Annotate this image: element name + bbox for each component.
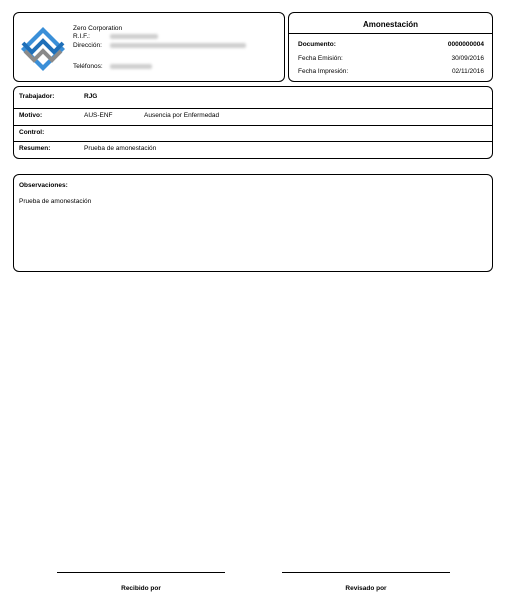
rif-label: R.I.F.: xyxy=(73,33,90,40)
emision-value: 30/09/2016 xyxy=(451,55,484,62)
company-header-box xyxy=(13,12,285,82)
emision-label: Fecha Emisión: xyxy=(298,55,343,62)
trabajador-label: Trabajador: xyxy=(19,93,55,100)
recibido-signature-line xyxy=(57,572,225,573)
phones-redacted xyxy=(110,64,152,69)
motivo-code: AUS-ENF xyxy=(84,112,113,119)
documento-label: Documento: xyxy=(298,41,336,48)
document-title: Amonestación xyxy=(362,20,419,29)
observaciones-box xyxy=(13,174,493,272)
resumen-label: Resumen: xyxy=(19,145,51,152)
row-control xyxy=(14,125,492,142)
phones-label: Teléfonos: xyxy=(73,63,103,70)
resumen-value: Prueba de amonestación xyxy=(84,145,157,152)
row-trabajador xyxy=(14,87,492,109)
address-label: Dirección: xyxy=(73,42,102,49)
trabajador-value: RJG xyxy=(84,93,98,100)
revisado-label: Revisado por xyxy=(345,585,387,592)
company-name: Zero Corporation xyxy=(73,25,123,32)
impresion-label: Fecha Impresión: xyxy=(298,68,349,75)
control-label: Control: xyxy=(19,129,45,136)
observaciones-label: Observaciones: xyxy=(19,182,68,189)
recibido-label: Recibido por xyxy=(121,585,161,592)
document-info-box xyxy=(288,12,493,82)
company-logo xyxy=(21,27,65,71)
details-box xyxy=(13,86,493,159)
title-divider xyxy=(289,33,492,34)
row-resumen xyxy=(14,141,492,158)
rif-redacted xyxy=(110,34,158,39)
documento-value: 0000000004 xyxy=(447,41,484,48)
motivo-description: Ausencia por Enfermedad xyxy=(144,112,220,119)
motivo-label: Motivo: xyxy=(19,112,43,119)
address-redacted xyxy=(110,43,246,48)
row-motivo xyxy=(14,108,492,126)
revisado-signature-line xyxy=(282,572,450,573)
observaciones-text: Prueba de amonestación xyxy=(19,198,92,205)
impresion-value: 02/11/2016 xyxy=(451,68,484,75)
